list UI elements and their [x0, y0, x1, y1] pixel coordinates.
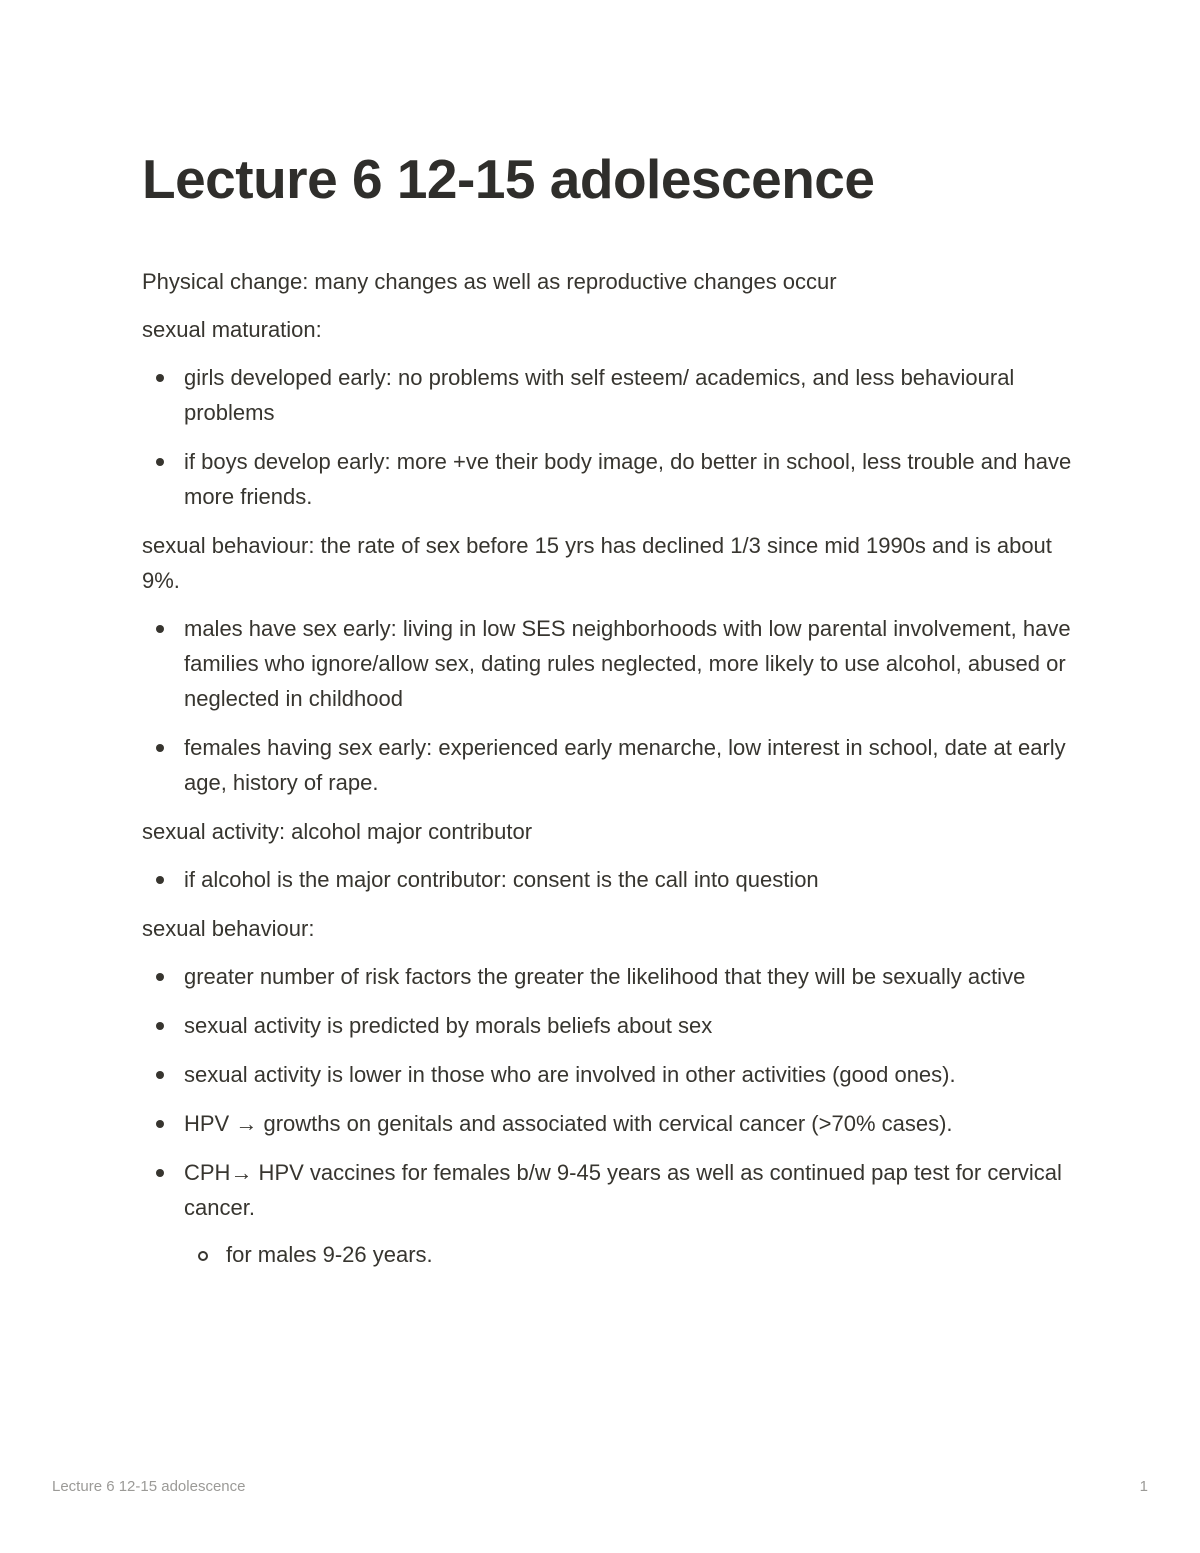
sublist-item: for males 9-26 years. [184, 1237, 1072, 1272]
bullet-icon [156, 1071, 164, 1079]
paragraph-sexual-behaviour-rate: sexual behaviour: the rate of sex before 15 yrs has declined 1/3 since mid 1990s and is about 9%. [142, 533, 1052, 593]
list-item: males have sex early: living in low SES neighborhoods with low parental involvement, have families who ignore/allow sex, dating rules neglected, more likely to use alcohol, abused or neglected in childhood [142, 611, 1072, 716]
document-page [142, 140, 1072, 1286]
list-risk-factors [142, 959, 1072, 1272]
bullet-icon [156, 973, 164, 981]
list-alcohol [142, 862, 1072, 897]
paragraph-physical-change: Physical change: many changes as well as reproductive changes occur [142, 269, 837, 294]
bullet-icon [156, 374, 164, 382]
list-item: girls developed early: no problems with self esteem/ academics, and less behavioural problems [142, 360, 1072, 430]
bullet-icon [156, 1169, 164, 1177]
list-item: sexual activity is predicted by morals beliefs about sex [142, 1008, 1072, 1043]
paragraph-sexual-behaviour: sexual behaviour: [142, 916, 315, 941]
bullet-icon [156, 876, 164, 884]
bullet-icon [156, 744, 164, 752]
bullet-icon [156, 625, 164, 633]
document-body [142, 264, 1072, 1272]
bullet-icon [156, 458, 164, 466]
list-maturation [142, 360, 1072, 514]
paragraph-sexual-maturation: sexual maturation: [142, 317, 322, 342]
list-item: females having sex early: experienced early menarche, low interest in school, date at early age, history of rape. [142, 730, 1072, 800]
list-early-sex [142, 611, 1072, 800]
paragraph-sexual-activity: sexual activity: alcohol major contributor [142, 819, 533, 844]
list-item: CPH→ HPV vaccines for females b/w 9-45 years as well as continued pap test for cervical cancer. for males 9-26 years. [142, 1155, 1072, 1272]
list-item: if boys develop early: more +ve their body image, do better in school, less trouble and have more friends. [142, 444, 1072, 514]
footer-title: Lecture 6 12-15 adolescence [52, 1478, 246, 1495]
list-item: if alcohol is the major contributor: consent is the call into question [142, 862, 1072, 897]
page-title: Lecture 6 12-15 adolescence [142, 148, 875, 210]
page-number: 1 [1139, 1478, 1148, 1495]
bullet-icon [156, 1120, 164, 1128]
hollow-bullet-icon [198, 1251, 208, 1261]
list-item: HPV → growths on genitals and associated with cervical cancer (>70% cases). [142, 1106, 1072, 1141]
list-item: greater number of risk factors the greater the likelihood that they will be sexually active [142, 959, 1072, 994]
sublist-males [184, 1237, 1072, 1272]
bullet-icon [156, 1022, 164, 1030]
list-item: sexual activity is lower in those who are involved in other activities (good ones). [142, 1057, 1072, 1092]
